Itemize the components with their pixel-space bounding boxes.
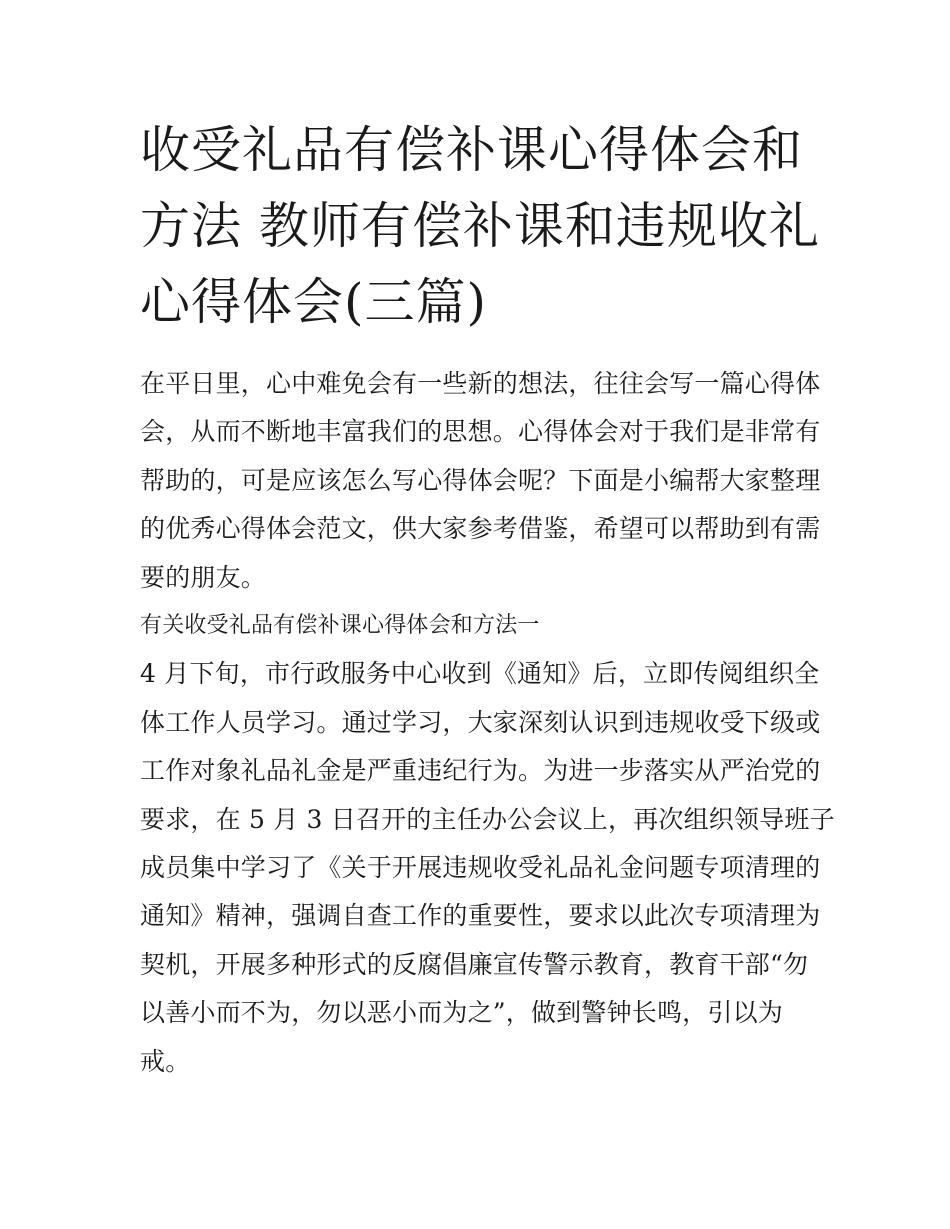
paragraph-line: 戒。	[140, 1046, 191, 1076]
paragraph-line: 成员集中学习了《关于开展违规收受礼品礼金问题专项清理的	[140, 853, 821, 883]
paragraph-line: 体工作人员学习。通过学习，大家深刻认识到违规收受下级或	[140, 707, 821, 737]
intro-paragraph	[140, 360, 821, 602]
paragraph-line: 工作对象礼品礼金是严重违纪行为。为进一步落实从严治党的	[140, 756, 821, 786]
paragraph-line: 要的朋友。	[140, 562, 267, 592]
title-line: 方法 教师有偿补课和违规收礼	[140, 197, 820, 255]
title-line: 心得体会(三篇)	[140, 273, 488, 331]
paragraph-line: 的优秀心得体会范文，供大家参考借鉴，希望可以帮助到有需	[140, 514, 821, 544]
section-heading: 有关收受礼品有偿补课心得体会和方法一	[140, 613, 540, 639]
paragraph-line: 会，从而不断地丰富我们的思想。心得体会对于我们是非常有	[140, 417, 821, 447]
paragraph-line: 在平日里，心中难免会有一些新的想法，往往会写一篇心得体	[140, 369, 821, 398]
document-title	[140, 112, 820, 340]
paragraph-line: 要求，在 5 月 3 日召开的主任办公会议上，再次组织领导班子	[140, 804, 835, 834]
document-body	[140, 360, 835, 1086]
paragraph-line: 通知》精神，强调自查工作的重要性，要求以此次专项清理为	[140, 901, 821, 931]
paragraph-line: 帮助的，可是应该怎么写心得体会呢？下面是小编帮大家整理	[140, 465, 821, 495]
document-page	[140, 112, 835, 1086]
section-paragraph	[140, 650, 835, 1086]
paragraph-line: 契机，开展多种形式的反腐倡廉宣传警示教育，教育干部“勿	[140, 949, 809, 979]
paragraph-line: 以善小而不为，勿以恶小而为之”，做到警钟长鸣，引以为	[140, 998, 783, 1028]
paragraph-line: 4 月下旬，市行政服务中心收到《通知》后，立即传阅组织全	[140, 659, 820, 689]
title-line: 收受礼品有偿补课心得体会和	[140, 121, 803, 179]
